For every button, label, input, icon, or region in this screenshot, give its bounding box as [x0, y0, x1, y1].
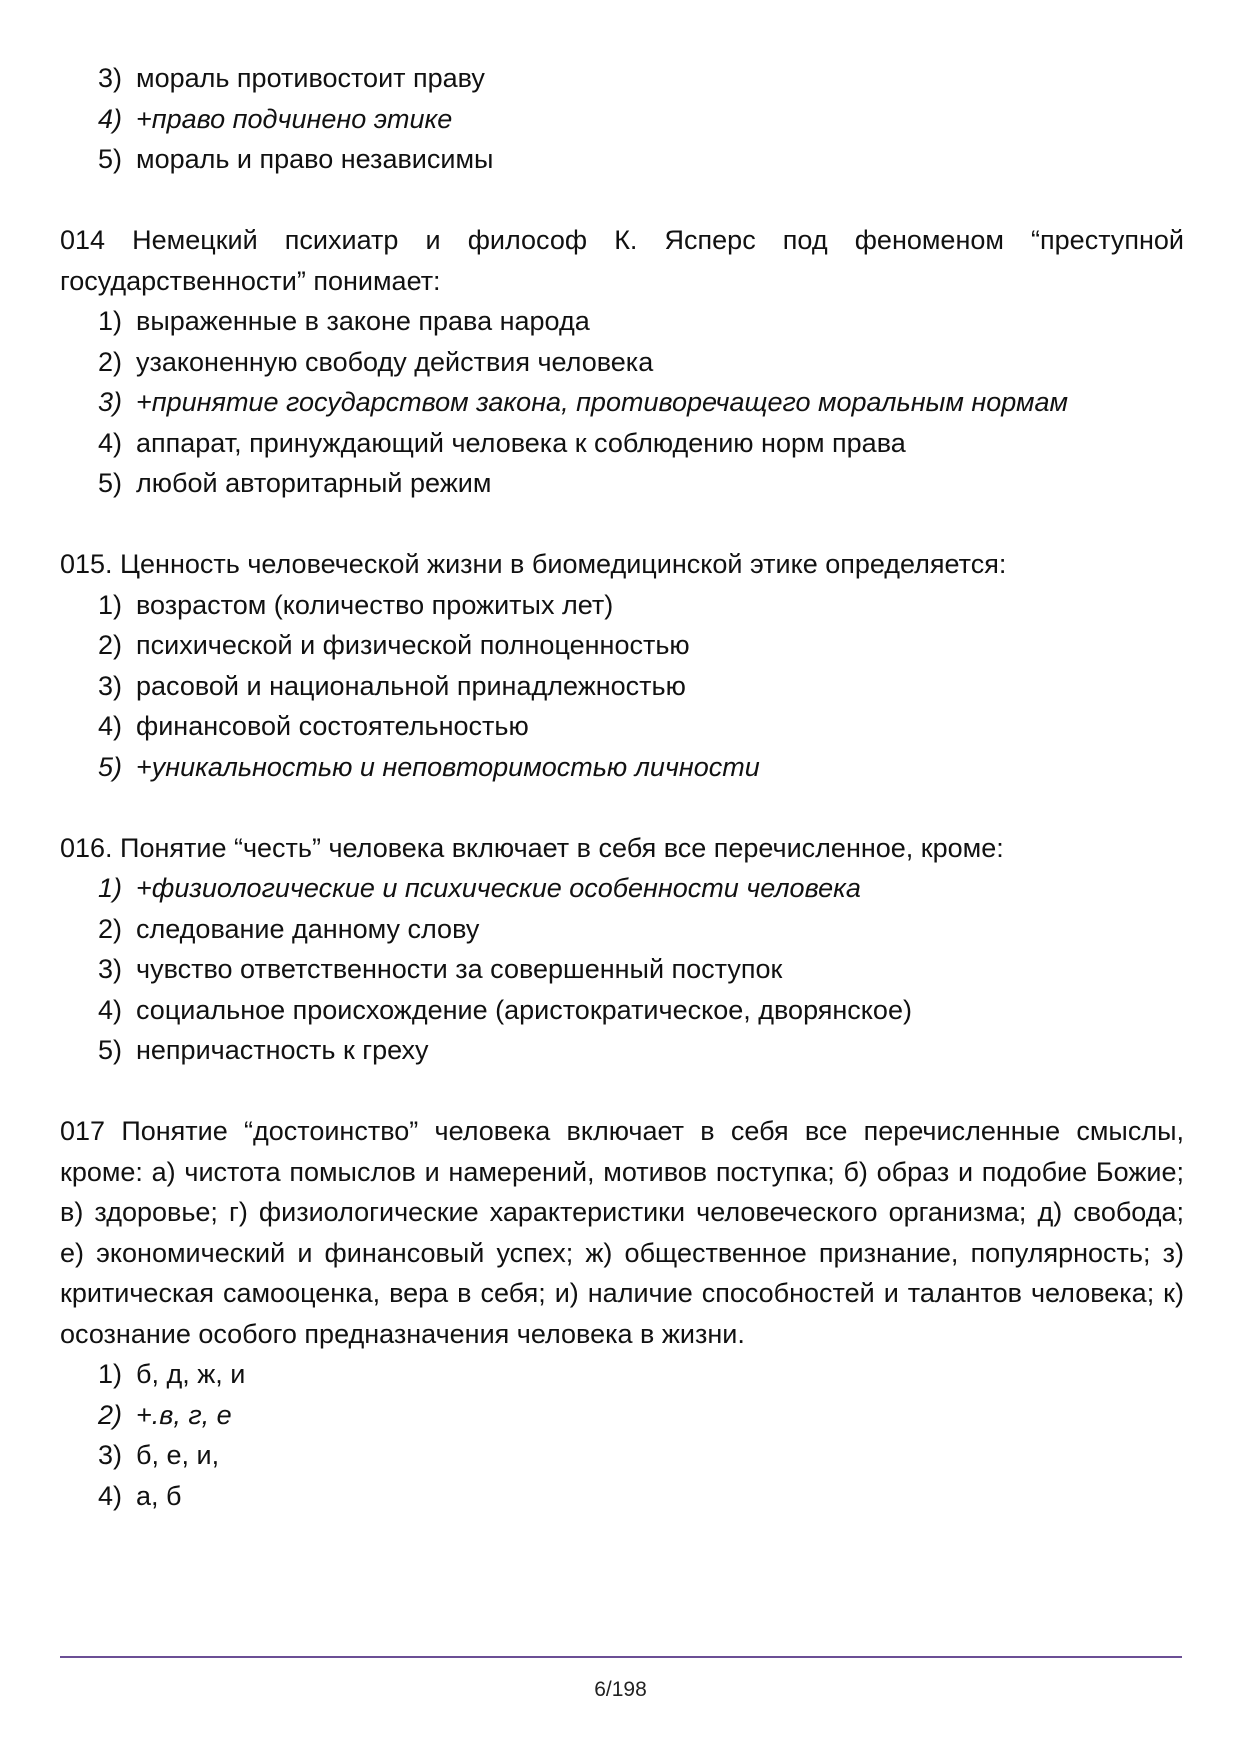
option	[60, 747, 1184, 788]
option	[60, 585, 1184, 626]
option-number: 4)	[98, 427, 123, 458]
option	[60, 342, 1184, 383]
option	[60, 139, 1184, 180]
option-text: любой авторитарный режим	[136, 468, 492, 498]
option	[60, 706, 1184, 747]
spacer	[60, 787, 1184, 828]
option-text: расовой и национальной принадлежностью	[136, 670, 686, 701]
option	[60, 301, 1184, 342]
option	[60, 58, 1184, 99]
option	[60, 1476, 1184, 1517]
question-017-options	[60, 1354, 1184, 1516]
option	[60, 382, 1184, 423]
option	[60, 909, 1184, 950]
option-text: непричастность к греху	[136, 1035, 429, 1065]
option-number: 1)	[98, 873, 123, 903]
option-text: выраженные в законе права народа	[136, 306, 590, 336]
option	[60, 1354, 1184, 1395]
option-number: 5)	[98, 144, 123, 174]
option-number: 4)	[98, 994, 123, 1025]
option-number: 1)	[98, 306, 123, 336]
question-016: 016. Понятие “честь” человека включает в себя все перечисленное, кроме:	[60, 832, 1004, 863]
option	[60, 423, 1184, 464]
option-text: +физиологические и психические особенности человека	[136, 873, 861, 903]
question-015: 015. Ценность человеческой жизни в биомедицинской этике определяется:	[60, 549, 1007, 579]
option	[60, 463, 1184, 504]
question-017: 017 Понятие “достоинство” человека включает в себя все перечисленные смыслы, кроме: а) чистота помыслов и намерений, мотивов поступка; б) образ и подобие Божие; в) здоровье; г) физиологические характеристики человеческого организма; д) свобода; е) экономический и финансовый успех; ж) общественное признание, популярность; з) критическая самооценка, вера в себя; и) наличие способностей и талантов человека; к) осознание особого предназначения человека в жизни.	[60, 1116, 1184, 1349]
question-015-options	[60, 585, 1184, 788]
question-016-options	[60, 868, 1184, 1071]
option-text: финансовой состоятельностью	[136, 711, 529, 741]
question-014: 014 Немецкий психиатр и философ К. Ясперс под феноменом “преступной государственности” понимает:	[60, 225, 1184, 296]
option-text: мораль противостоит праву	[136, 63, 485, 93]
spacer	[60, 1071, 1184, 1112]
option-number: 2)	[98, 913, 123, 944]
option-number: 3)	[98, 670, 123, 701]
option	[60, 666, 1184, 707]
option-number: 3)	[98, 387, 123, 417]
option-number: 4)	[98, 711, 123, 741]
option	[60, 990, 1184, 1031]
spacer	[60, 504, 1184, 545]
spacer	[60, 180, 1184, 221]
option-text: аппарат, принуждающий человека к соблюдению норм права	[136, 427, 906, 458]
option-text: психической и физической полноценностью	[136, 630, 690, 660]
option-number: 1)	[98, 589, 123, 620]
option-text: следование данному слову	[136, 913, 480, 944]
option-text: +.в, г, е	[136, 1399, 232, 1430]
option-number: 4)	[98, 1480, 123, 1511]
option-number: 2)	[98, 1399, 123, 1430]
option-text: мораль и право независимы	[136, 144, 494, 174]
option	[60, 625, 1184, 666]
option-number: 5)	[98, 751, 123, 782]
option-number: 1)	[98, 1359, 123, 1389]
option-text: +право подчинено этике	[136, 103, 453, 134]
option-number: 2)	[98, 630, 123, 660]
option	[60, 868, 1184, 909]
option-text: а, б	[136, 1480, 182, 1511]
option-text: +уникальностью и неповторимостью личности	[136, 751, 760, 782]
option-number: 5)	[98, 1035, 123, 1065]
option-number: 4)	[98, 103, 123, 134]
option-number: 5)	[98, 468, 123, 498]
option-text: б, е, и,	[136, 1440, 220, 1470]
option	[60, 949, 1184, 990]
option	[60, 1435, 1184, 1476]
option-number: 3)	[98, 1440, 123, 1470]
option-text: +принятие государством закона, противоречащего моральным нормам	[136, 387, 1069, 417]
option-number: 3)	[98, 63, 123, 93]
option-number: 3)	[98, 954, 123, 984]
option	[60, 1395, 1184, 1436]
option-number: 2)	[98, 346, 123, 377]
option-text: возрастом (количество прожитых лет)	[136, 589, 614, 620]
option-text: узаконенную свободу действия человека	[136, 346, 654, 377]
document-page	[60, 58, 1184, 1516]
prev-question-options	[60, 58, 1184, 180]
page-number: 6/198	[594, 1678, 647, 1701]
option	[60, 1030, 1184, 1071]
footer-divider	[60, 1656, 1182, 1658]
option-text: социальное происхождение (аристократическое, дворянское)	[136, 994, 912, 1025]
option-text: чувство ответственности за совершенный поступок	[136, 954, 783, 984]
option-text: б, д, ж, и	[136, 1359, 246, 1389]
question-014-options	[60, 301, 1184, 504]
option	[60, 99, 1184, 140]
